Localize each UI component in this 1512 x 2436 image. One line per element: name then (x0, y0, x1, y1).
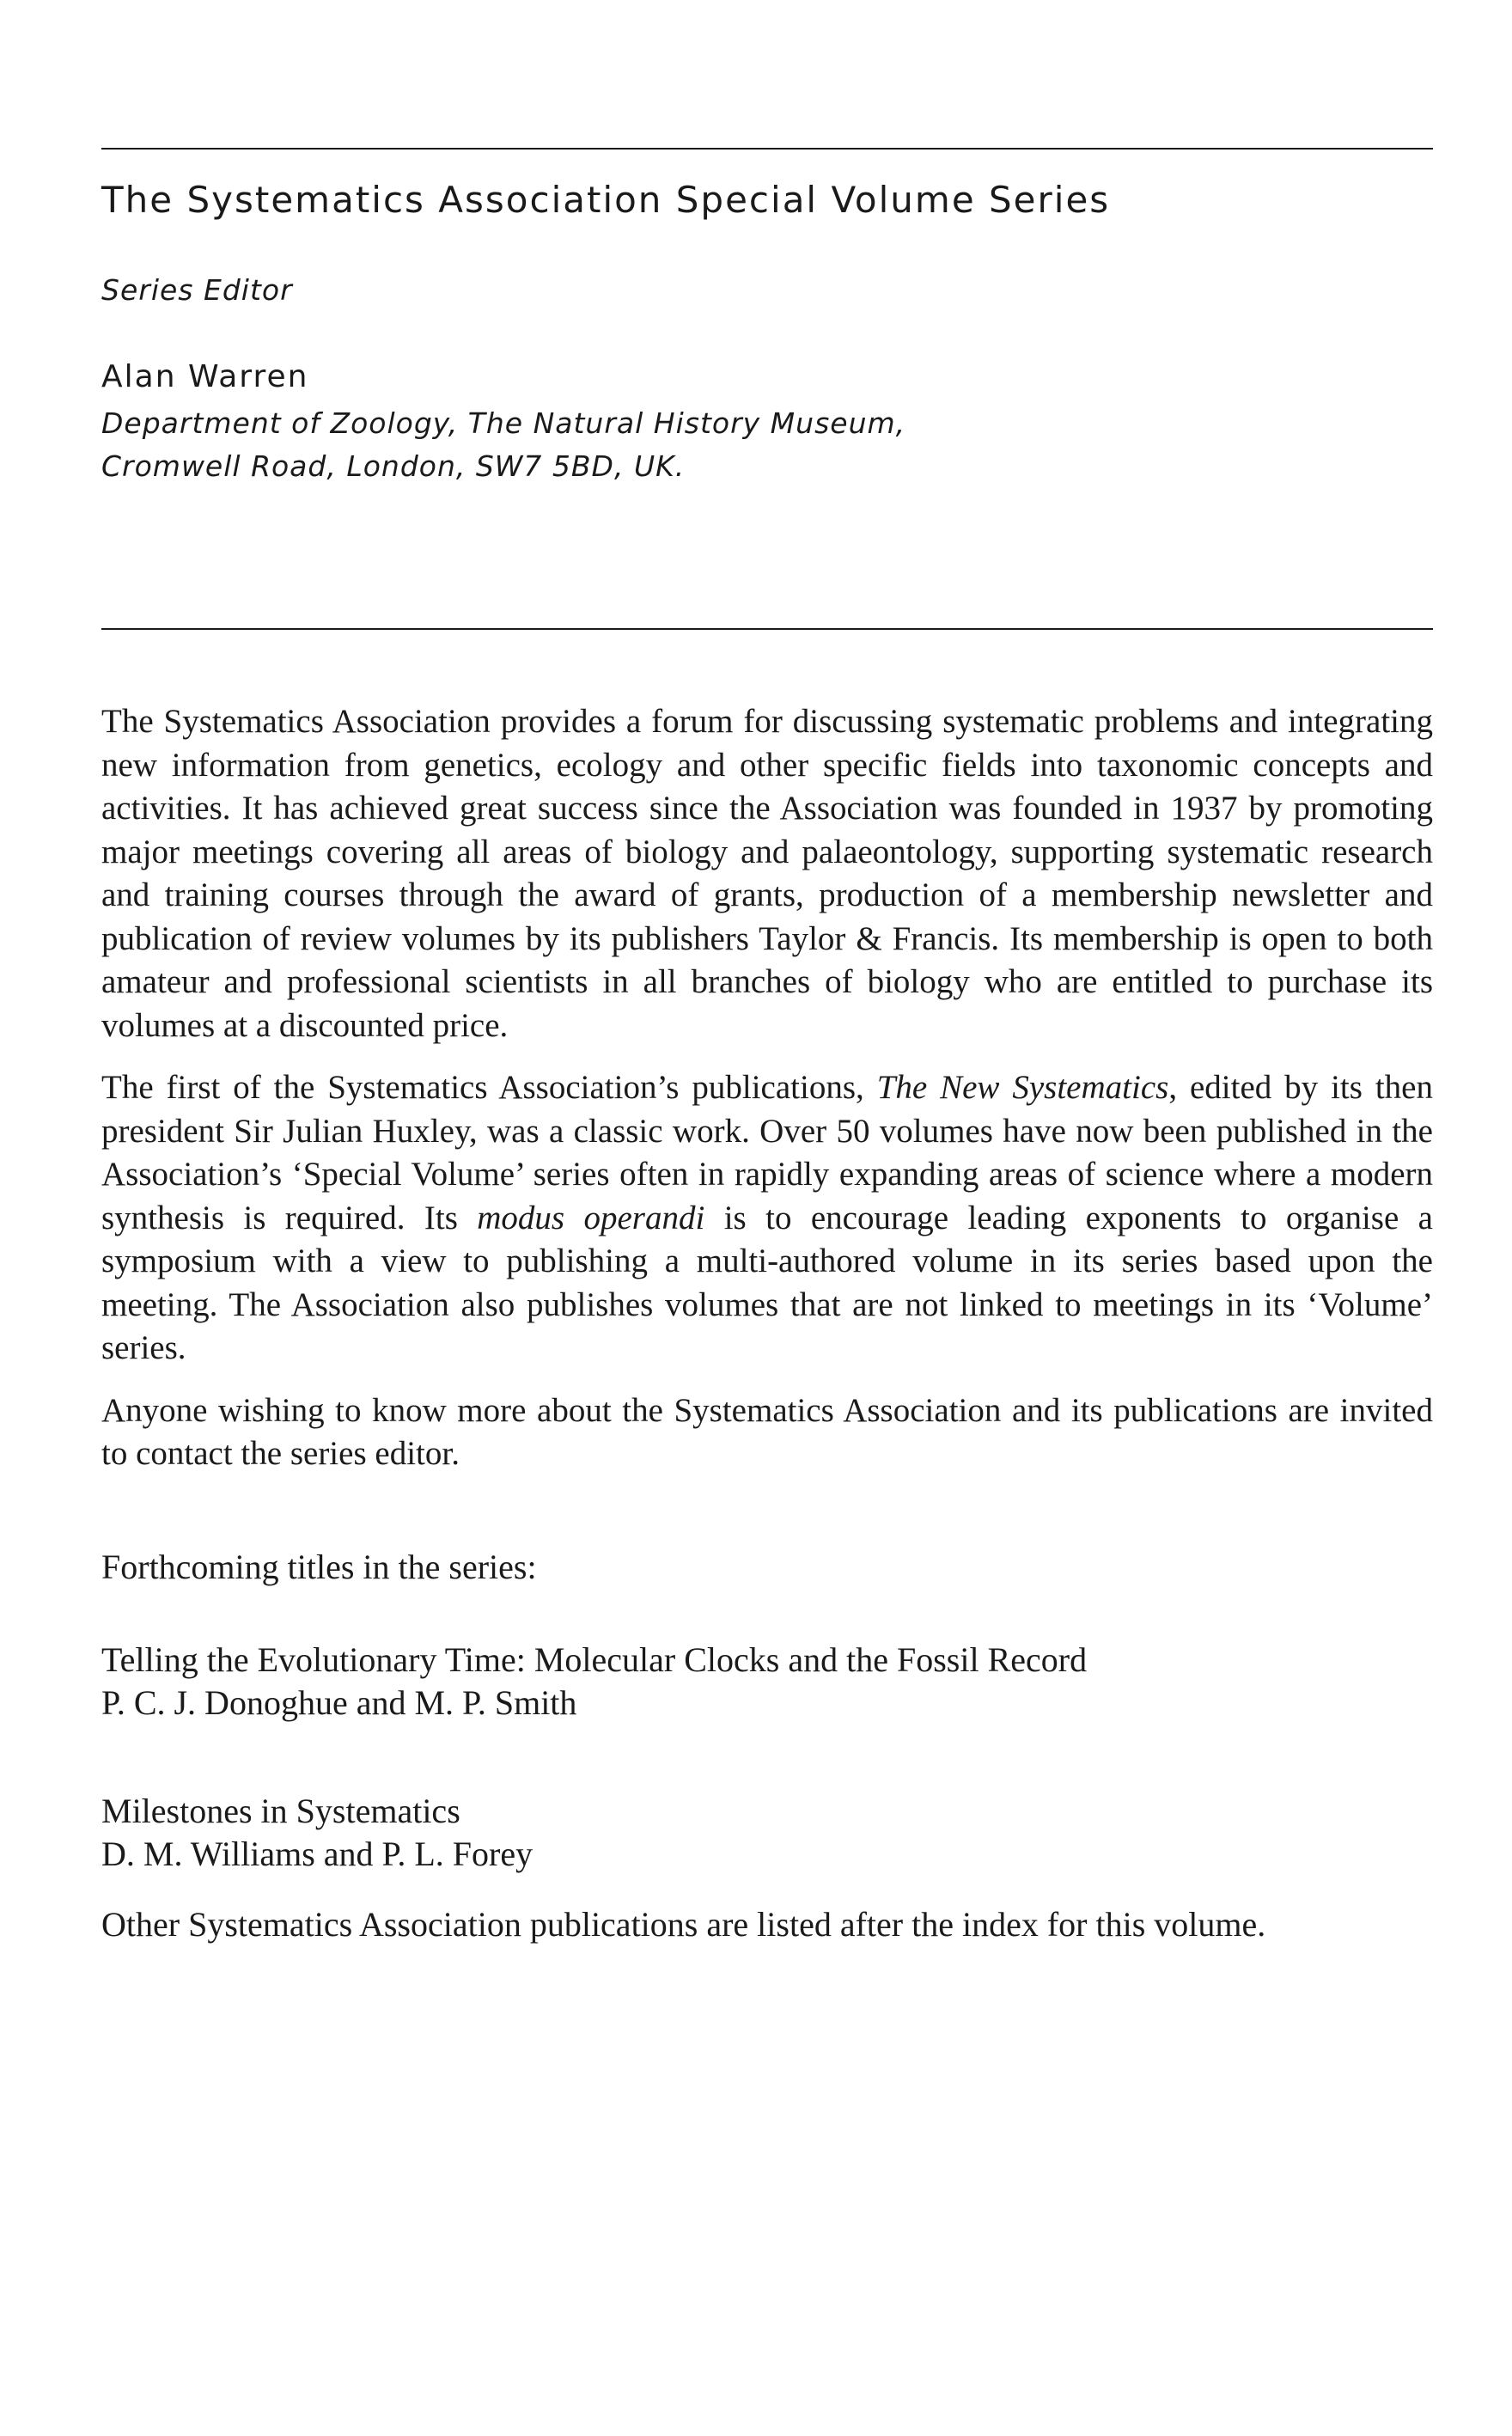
forthcoming-title-1 (101, 1639, 1087, 1725)
editor-affiliation (101, 402, 905, 488)
paragraph-2-part-1: The first of the Systematics Association’s publications, (101, 1069, 877, 1106)
forthcoming-title-2 (101, 1790, 533, 1876)
paragraph-3: Anyone wishing to know more about the Systematics Association and its publications are invited to contact the series editor. (101, 1391, 1433, 1472)
paragraph-2 (101, 1066, 1433, 1371)
forthcoming-title-2-authors: D. M. Williams and P. L. Forey (101, 1835, 533, 1873)
paragraph-2-part-2: , edited by its then president Sir Julian Huxley, was a classic work. Over 50 volumes have now been published in the Association’s ‘Special Volume’ series often in rapidly expanding areas of science where a modern synthesis is required. Its (101, 1069, 1433, 1236)
forthcoming-title-1-name: Telling the Evolutionary Time: Molecular Clocks and the Fossil Record (101, 1640, 1088, 1679)
editor-affiliation-line1: Department of Zoology, The Natural History Museum, (101, 406, 906, 440)
series-title: The Systematics Association Special Volume Series (101, 179, 1111, 221)
closing-note: Other Systematics Association publications are listed after the index for this volume. (101, 1905, 1266, 1944)
editor-name: Alan Warren (101, 359, 309, 394)
top-rule (101, 148, 1433, 150)
middle-rule (101, 628, 1433, 630)
forthcoming-title-1-authors: P. C. J. Donoghue and M. P. Smith (101, 1683, 577, 1722)
forthcoming-title-2-name: Milestones in Systematics (101, 1792, 460, 1830)
paragraph-2-italic-phrase: modus operandi (477, 1199, 705, 1236)
paragraph-2-part-3: is to encourage leading exponents to organise a symposium with a view to publishing a multi-authored volume in its series based upon the meeting. The Association also publishes volumes that are not linked to meetings in its ‘Volume’ series. (101, 1199, 1433, 1366)
forthcoming-heading: Forthcoming titles in the series: (101, 1548, 537, 1586)
editor-role: Series Editor (101, 273, 293, 307)
paragraph-2-italic-title: The New Systematics (876, 1069, 1169, 1106)
paragraph-1: The Systematics Association provides a forum for discussing systematic problems and integrating new information from genetics, ecology and other specific fields into taxonomic concepts and activities. It has achieved great success since the Association was founded in 1937 by promoting major meetings covering all areas of biology and palaeontology, supporting systematic research and training courses through the award of grants, production of a membership newsletter and publication of review volumes by its publishers Taylor & Francis. Its membership is open to both amateur and professional scientists in all branches of biology who are entitled to purchase its volumes at a discounted price. (101, 703, 1433, 1044)
editor-affiliation-line2: Cromwell Road, London, SW7 5BD, UK. (101, 449, 686, 483)
body-text (101, 700, 1433, 1495)
